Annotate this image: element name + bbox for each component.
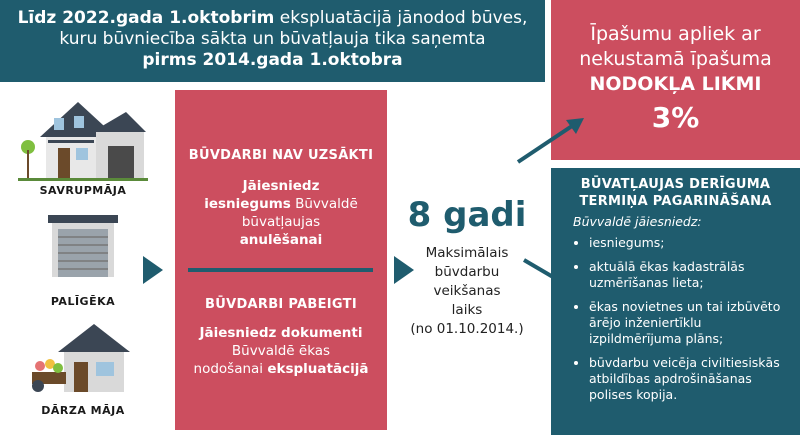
tax-line-1: Īpašumu apliek ar [590, 23, 761, 45]
tax-line-3: NODOKĻA LIKMI [589, 73, 762, 95]
status-box [175, 90, 387, 430]
finished-title: BŪVDARBI PABEIGTI [205, 297, 357, 312]
list-item: • būvdarbu veicēja civiltiesiskās atbildības apdrošināšanas polises kopija. [589, 355, 790, 403]
arrow-to-tax-icon [510, 112, 590, 172]
building-darza-maja [8, 322, 158, 417]
header-line-2: kuru būvniecība sākta un būvatļauja tika saņemta [59, 29, 486, 49]
duration-value: 8 gadi [407, 195, 527, 235]
header-line-3: pirms 2014.gada 1.oktobra [142, 50, 403, 70]
arrow-right-icon [143, 256, 163, 284]
not-started-title: BŪVDARBI NAV UZSĀKTI [188, 148, 374, 163]
extension-box [551, 168, 800, 435]
finished-text: Jāiesniedz dokumenti Būvvaldē ēkas nodošanai ekspluatācijā [193, 325, 369, 377]
list-item: • ēkas novietnes un tai izbūvēto ārējo inženiertīklu izpildmērījuma plāns; [589, 299, 790, 347]
header-banner [0, 0, 545, 82]
not-started-text: Jāiesniedz iesniegums Būvvaldē būvatļaujas anulēšanai [204, 178, 358, 248]
building-paligeka [8, 215, 158, 308]
extension-title: BŪVATĻAUJAS DERĪGUMA TERMIŅA PAGARINĀŠANA [579, 177, 772, 209]
list-item: • aktuālā ēkas kadastrālās uzmērīšanas lieta; [589, 259, 790, 291]
garden-house-icon [28, 322, 138, 394]
house-icon [18, 92, 148, 182]
garage-icon [48, 215, 118, 277]
tax-rate-value: 3% [651, 101, 700, 134]
not-started-block [175, 148, 387, 249]
header-line-1: Līdz 2022.gada 1.oktobrim ekspluatācijā jānodod būves, [17, 8, 528, 28]
building-label: DĀRZA MĀJA [41, 404, 125, 417]
finished-block [175, 297, 387, 378]
duration-text: Maksimālais būvdarbu veikšanas laiks (no 01.10.2014.) [410, 245, 524, 337]
extension-subtitle: Būvvaldē jāiesniedz: [573, 214, 702, 229]
tax-line-2: nekustamā īpašuma [579, 48, 772, 70]
extension-list [561, 235, 790, 403]
section-divider [188, 268, 373, 272]
building-label: PALĪGĒKA [50, 295, 116, 308]
building-label: SAVRUPMĀJA [39, 184, 127, 197]
list-item: • iesniegums; [589, 235, 790, 251]
building-savrupmaja [8, 92, 158, 197]
